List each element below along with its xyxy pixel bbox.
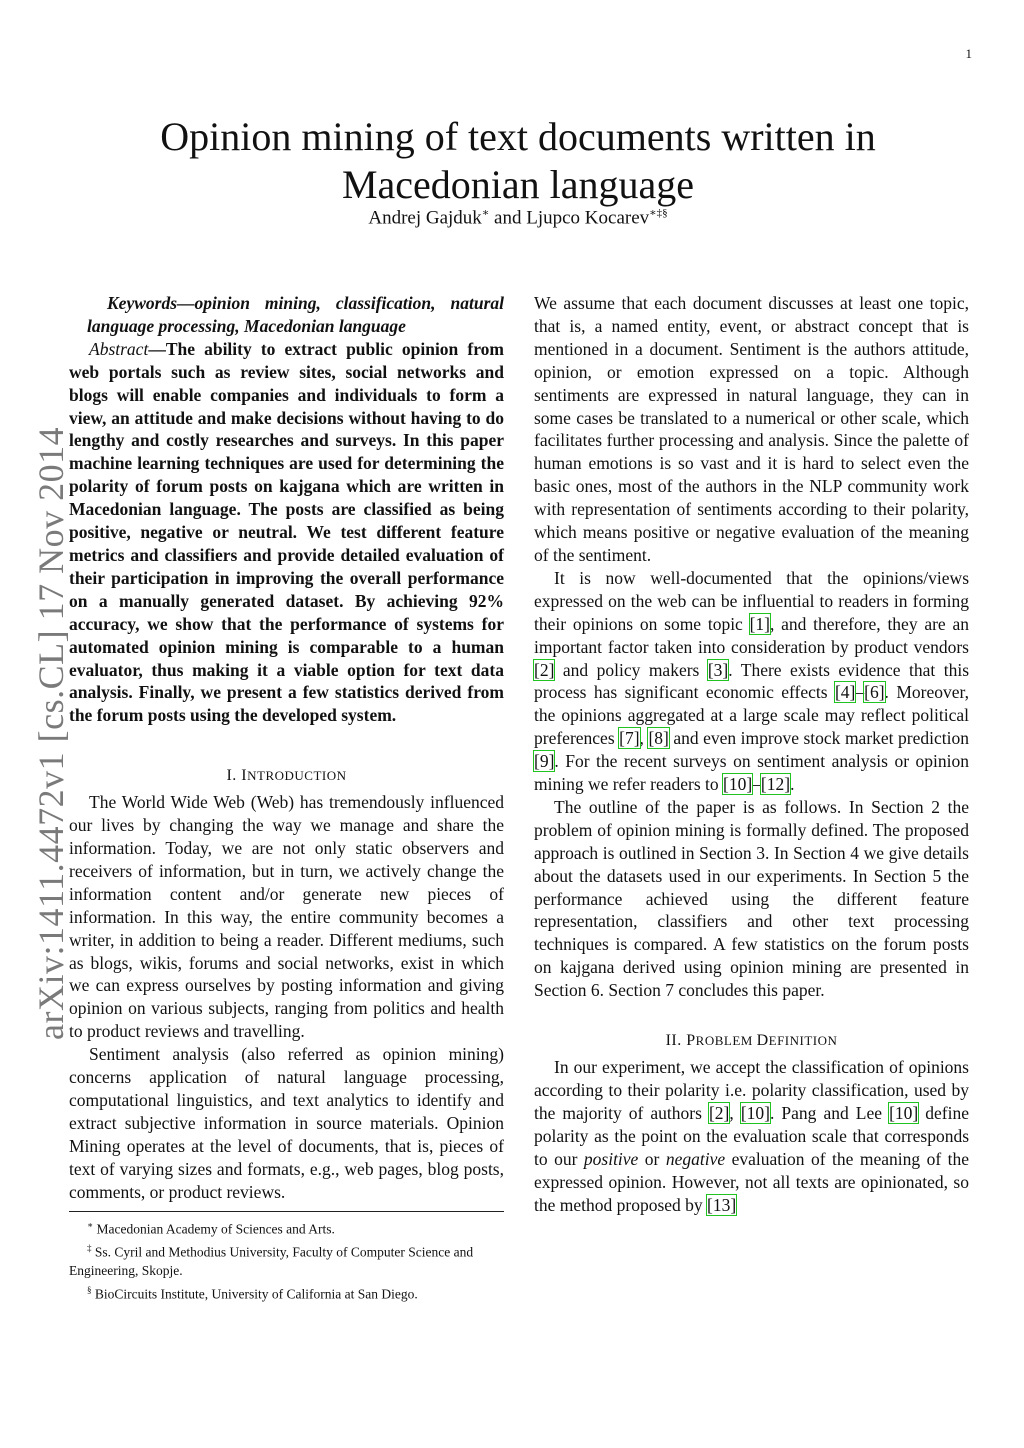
keywords bbox=[69, 292, 504, 338]
section-numeral: I. bbox=[226, 767, 242, 785]
text-run: . There exists evidence that this process has significant economic effects bbox=[534, 659, 969, 703]
citation-link-2[interactable]: [2] bbox=[708, 1102, 730, 1123]
text-run: , and therefore, they are an important factor taken into consideration by product vendors bbox=[534, 613, 969, 657]
text-run: , bbox=[729, 1102, 741, 1123]
title-line-1: Opinion mining of text documents written in bbox=[160, 113, 876, 159]
section-numeral: II. bbox=[665, 1032, 687, 1050]
citation-link-13[interactable]: [13] bbox=[707, 1194, 737, 1215]
intro-paragraph-3: We assume that each document discusses at least one topic, that is, a named entity, event, or abstract concept that is mentioned in a document. Sentiment is the authors attitude, opinion, or emotion expressed on a topic. Although sentiments are expressed in natural language, they can in some cases be translated to a numerical or other scale, which facilitates further processing and analysis. Since the palette of human emotions is so vast and it is hard to select even the basic ones, most of the authors in the NLP community work with representation of sentiments according to their polarity, which means positive or negative evaluation of the meaning of the sentiment. bbox=[534, 293, 969, 565]
keywords-label: Keywords bbox=[107, 293, 177, 313]
heading-initial: D bbox=[756, 1032, 769, 1050]
heading-rest: NTRODUCTION bbox=[247, 768, 347, 784]
citation-link-6[interactable]: [6] bbox=[864, 682, 885, 703]
left-column bbox=[69, 292, 504, 1204]
citation-link-8[interactable]: [8] bbox=[648, 728, 669, 749]
citation-link-4[interactable]: [4] bbox=[834, 682, 856, 703]
citation-link-1[interactable]: [1] bbox=[749, 613, 770, 634]
footnote-2-text: Ss. Cyril and Methodius University, Faculty of Computer Science and Engineering, Skopje. bbox=[69, 1244, 474, 1278]
citation-link-10[interactable]: [10] bbox=[889, 1102, 919, 1123]
text-run: . Pang and Lee bbox=[769, 1102, 890, 1123]
citation-link-3[interactable]: [3] bbox=[707, 659, 729, 680]
keywords-text: —opinion mining, classification, natural language processing, Macedonian language bbox=[87, 293, 504, 336]
text-run: or bbox=[638, 1148, 666, 1169]
text-run: evaluation of the meaning of the expressed opinion. However, not all texts are opinionated, so the method proposed by bbox=[534, 1148, 969, 1215]
author-2-affiliation-marks: ∗‡§ bbox=[649, 207, 668, 219]
author-line bbox=[100, 206, 936, 229]
text-run: define polarity as the point on the evaluation scale that corresponds to our bbox=[534, 1102, 969, 1169]
right-column bbox=[534, 292, 969, 1216]
text-run: It is now well-documented that the opinions/views expressed on the web can be influential to readers in forming their opinions on some topic bbox=[534, 567, 969, 634]
citation-link-7[interactable]: [7] bbox=[619, 728, 640, 749]
intro-paragraph-5: The outline of the paper is as follows. In Section 2 the problem of opinion mining is formally defined. The proposed approach is outlined in Section 3. In Section 4 we give details about the datasets used in our experiments. In Section 5 the performance achieved using the different feature representation, classifiers and other text processing techniques is compared. A few statistics on the forum posts on kajgana derived using opinion mining are presented in Section 6. Section 7 concludes this paper. bbox=[534, 796, 969, 1001]
intro-paragraph-1: The World Wide Web (Web) has tremendously influenced our lives by changing the way we manage and share the information. Today, we are not only static observers and receivers of information, but in turn, we actively change the information content and/or generate new pieces of information. In this way, the entire community becomes a writer, in addition to being a reader. Different mediums, such as blogs, wikis, forums and social networks, exist in which we can express ourselves by posting information and giving opinion on various subjects, ranging from politics and health to product reviews and travelling. bbox=[69, 792, 504, 1042]
footnote-1-text: Macedonian Academy of Sciences and Arts. bbox=[93, 1221, 335, 1237]
title-line-2: Macedonian language bbox=[341, 161, 695, 207]
footnote-1-mark: ∗ bbox=[87, 1220, 94, 1230]
text-run: – bbox=[855, 682, 865, 703]
intro-paragraph-2: Sentiment analysis (also referred as opinion mining) concerns application of natural language processing, computational linguistics, and text analytics to identify and extract subjective information in source materials. Opinion Mining operates at the level of documents, that is, pieces of text of varying sizes and formats, e.g., web pages, blog posts, comments, or product reviews. bbox=[69, 1044, 504, 1202]
citation-link-9[interactable]: [9] bbox=[534, 751, 555, 772]
heading-rest: EFINITION bbox=[768, 1033, 838, 1049]
section-heading-problem-definition bbox=[534, 1032, 969, 1050]
author-2: Ljupco Kocarev bbox=[526, 207, 650, 229]
text-run: and even improve stock market prediction bbox=[668, 728, 969, 749]
paper-title bbox=[100, 113, 936, 209]
footnote-3-text: BioCircuits Institute, University of California at San Diego. bbox=[91, 1286, 418, 1301]
citation-link-10[interactable]: [10] bbox=[723, 774, 753, 795]
author-1-affiliation-mark: ∗ bbox=[481, 207, 490, 219]
intro-paragraph-4 bbox=[534, 567, 969, 796]
text-run: and policy makers bbox=[554, 659, 708, 680]
author-conjunction: and bbox=[489, 207, 527, 229]
emphasis-negative: negative bbox=[665, 1148, 726, 1169]
heading-rest: ROBLEM bbox=[695, 1033, 757, 1049]
abstract bbox=[69, 338, 504, 727]
text-run: In our experiment, we accept the classification of opinions according to their polarity i.e. polarity classification, used by the majority of authors bbox=[534, 1057, 969, 1123]
footnote-1 bbox=[69, 1216, 504, 1239]
heading-initial: I bbox=[241, 767, 248, 785]
heading-initial: P bbox=[686, 1032, 696, 1050]
footnote-2 bbox=[69, 1239, 504, 1281]
footnotes bbox=[69, 1211, 504, 1304]
footnote-3 bbox=[69, 1281, 504, 1304]
text-run: . Moreover, the opinions aggregated at a large scale may reflect political preferences bbox=[534, 682, 969, 749]
abstract-text: —The ability to extract public opinion from web portals such as review sites, social networks and blogs will enable companies and individuals to form a view, an attitude and make decisions without having to do lengthy and costly researches and surveys. In this paper machine learning techniques are used for determining the polarity of forum posts on kajgana which are written in Macedonian language. The posts are classified as being positive, negative or neutral. We test different feature metrics and classifiers and provide detailed evaluation of their participation in improving the overall performance on a manually generated dataset. By achieving 92% accuracy, we show that the performance of systems for automated opinion mining is comparable to a human evaluator, thus making it a viable option for text data analysis. Finally, we present a few statistics derived from the forum posts using the developed system. bbox=[69, 338, 504, 726]
footnote-3-mark: § bbox=[87, 1284, 92, 1295]
text-run: , bbox=[639, 728, 649, 749]
text-run: . For the recent surveys on sentiment analysis or opinion mining we refer readers to bbox=[534, 751, 969, 795]
arxiv-identifier-stamp: arXiv:1411.4472v1 [cs.CL] 17 Nov 2014 bbox=[31, 426, 71, 1040]
author-1: Andrej Gajduk bbox=[368, 207, 482, 229]
text-run: – bbox=[752, 774, 761, 795]
citation-link-2[interactable]: [2] bbox=[534, 659, 555, 680]
abstract-label: Abstract bbox=[89, 338, 149, 359]
emphasis-positive: positive bbox=[583, 1148, 639, 1169]
section-heading-introduction bbox=[69, 767, 504, 785]
citation-link-10[interactable]: [10] bbox=[740, 1102, 770, 1123]
footnote-2-mark: ‡ bbox=[87, 1243, 92, 1253]
page-number: 1 bbox=[965, 46, 972, 61]
citation-link-12[interactable]: [12] bbox=[760, 774, 791, 795]
problem-paragraph-1 bbox=[534, 1056, 969, 1216]
text-run: . bbox=[790, 774, 795, 795]
